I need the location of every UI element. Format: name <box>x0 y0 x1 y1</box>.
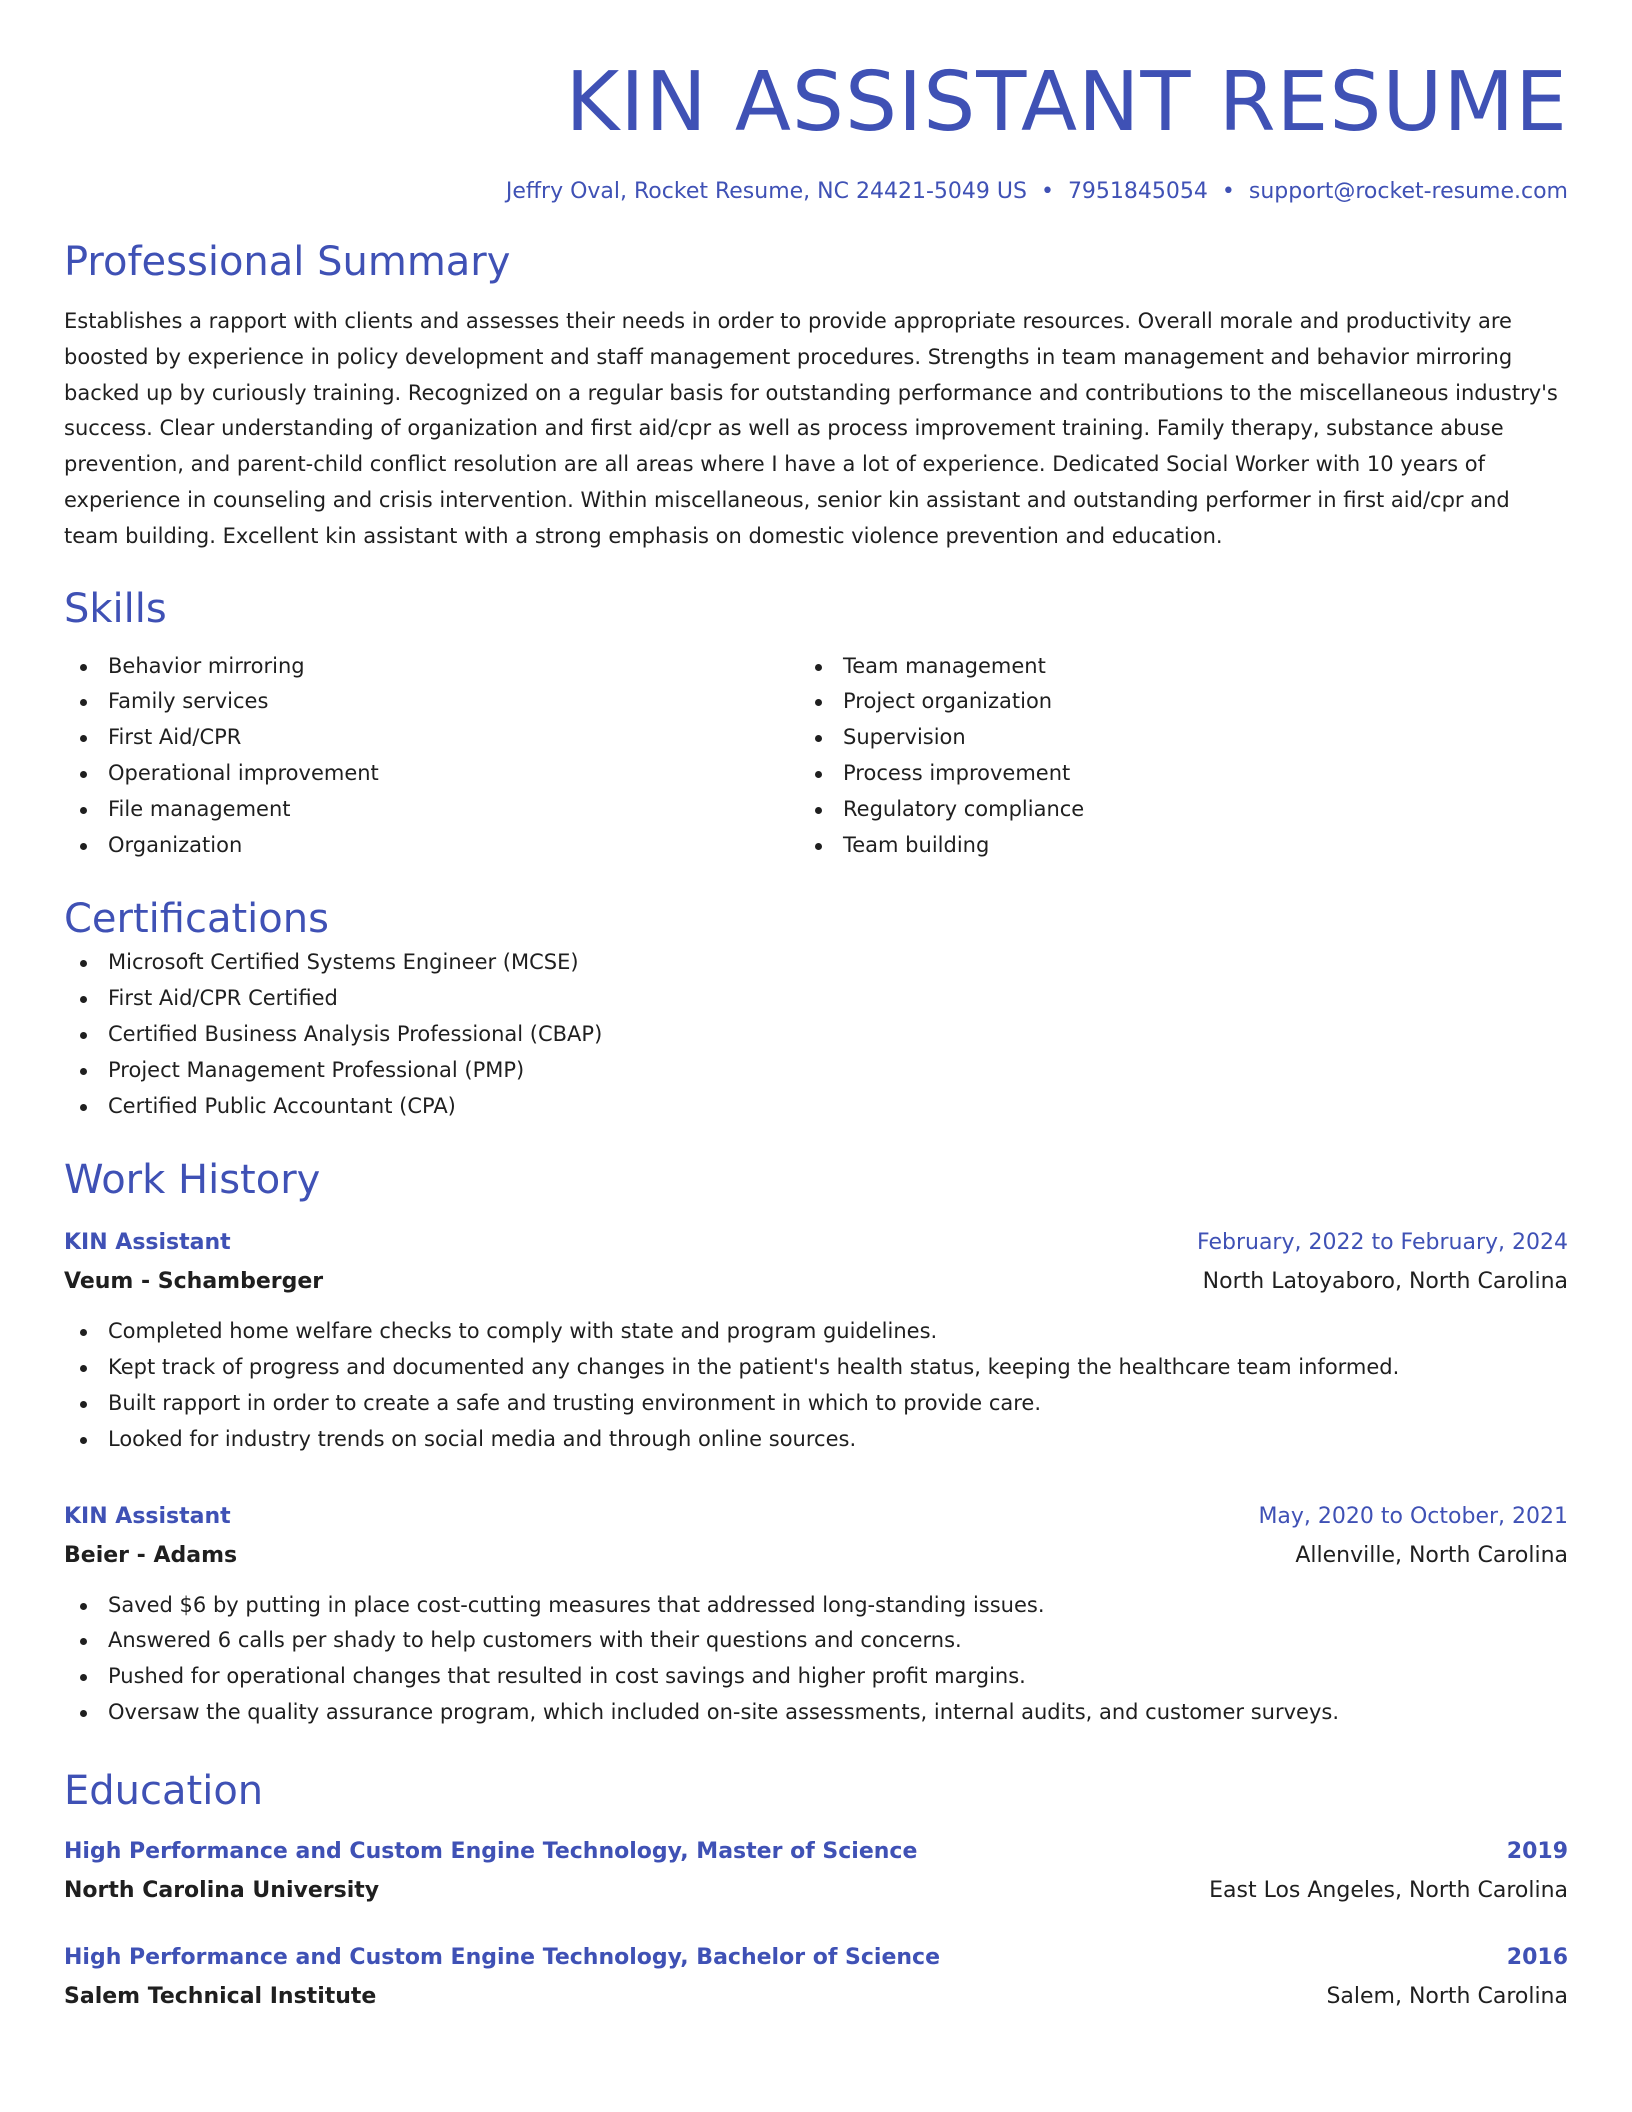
section-heading-summary: Professional Summary <box>64 239 511 285</box>
contact-separator: • <box>1221 179 1235 204</box>
skill-item: Family services <box>64 684 799 720</box>
graduation-year: 2019 <box>1506 1838 1568 1864</box>
job-duty-item: Answered 6 calls per shady to help customers with their questions and concerns. <box>64 1623 1568 1659</box>
skill-item: File management <box>64 792 799 828</box>
summary-section <box>64 236 1568 555</box>
school-name: North Carolina University <box>64 1877 380 1903</box>
resume-title: KIN ASSISTANT RESUME <box>565 55 1568 150</box>
job-duty-item: Built rapport in order to create a safe and trusting environment in which to provide care. <box>64 1386 1568 1422</box>
skill-item: Organization <box>64 828 799 864</box>
job-duty-item: Saved $6 by putting in place cost-cutting measures that addressed long-standing issues. <box>64 1588 1568 1624</box>
job-duty-item: Pushed for operational changes that resulted in cost savings and higher profit margins. <box>64 1659 1568 1695</box>
job-dates: February, 2022 to February, 2024 <box>1197 1230 1568 1256</box>
job-duties-list <box>64 1588 1568 1731</box>
education-section <box>64 1765 1568 2017</box>
school-row <box>64 1977 1568 2017</box>
job-entry <box>64 1224 1568 1457</box>
email-link[interactable]: support@rocket-resume.com <box>1248 179 1568 204</box>
skill-item: Operational improvement <box>64 756 799 792</box>
school-row <box>64 1871 1568 1911</box>
job-company-row <box>64 1262 1568 1302</box>
section-heading-certifications: Certifications <box>64 896 329 943</box>
certification-item: Certified Business Analysis Professional (CBAP) <box>64 1017 1568 1053</box>
school-name: Salem Technical Institute <box>64 1983 377 2009</box>
certification-item: Certified Public Accountant (CPA) <box>64 1089 1568 1125</box>
certification-item: First Aid/CPR Certified <box>64 981 1568 1017</box>
job-entry <box>64 1498 1568 1731</box>
job-company: Veum - Schamberger <box>64 1269 324 1295</box>
job-dates: May, 2020 to October, 2021 <box>1258 1503 1568 1529</box>
skill-item: Team management <box>799 649 1534 685</box>
job-title-row <box>64 1498 1568 1536</box>
job-duty-item: Kept track of progress and documented any changes in the patient's health status, keeping the healthcare team informed. <box>64 1350 1568 1386</box>
skill-item: Project organization <box>799 684 1534 720</box>
degree: High Performance and Custom Engine Technology, Master of Science <box>64 1838 918 1864</box>
contact-separator: • <box>1040 179 1054 204</box>
certifications-list <box>64 945 1568 1124</box>
job-duties-list <box>64 1314 1568 1457</box>
school-location: East Los Angeles, North Carolina <box>1209 1877 1568 1903</box>
section-heading-work-history: Work History <box>64 1157 321 1204</box>
skill-item: Regulatory compliance <box>799 792 1534 828</box>
certifications-section <box>64 893 1568 1124</box>
education-entry <box>64 1939 1568 2017</box>
summary-text: Establishes a rapport with clients and assesses their needs in order to provide appropriate resources. Overall morale and productivity are boosted by experience in policy development and staff management procedures. Strengths in team management and behavior mirroring backed up by curiously training. Recognized on a regular basis for outstanding performance and contributions to the miscellaneous industry's success. Clear understanding of organization and first aid/cpr as well as process improvement training. Family therapy, substance abuse prevention, and parent-child conflict resolution are all areas where I have a lot of experience. Dedicated Social Worker with 10 years of experience in counseling and crisis intervention. Within miscellaneous, senior kin assistant and outstanding performer in first aid/cpr and team building. Excellent kin assistant with a strong emphasis on domestic violence prevention and education. <box>64 309 1558 548</box>
job-duty-item: Completed home welfare checks to comply with state and program guidelines. <box>64 1314 1568 1350</box>
skill-item: First Aid/CPR <box>64 720 799 756</box>
contact-line <box>64 176 1568 208</box>
skill-item: Supervision <box>799 720 1534 756</box>
certification-item: Microsoft Certified Systems Engineer (MCSE) <box>64 945 1568 981</box>
job-duty-item: Oversaw the quality assurance program, which included on-site assessments, internal audits, and customer surveys. <box>64 1695 1568 1731</box>
job-location: Allenville, North Carolina <box>1295 1542 1568 1568</box>
skill-item: Process improvement <box>799 756 1534 792</box>
job-company-row <box>64 1536 1568 1576</box>
degree-row <box>64 1939 1568 1977</box>
degree-row <box>64 1833 1568 1871</box>
skills-list-right <box>799 649 1534 864</box>
education-entry <box>64 1833 1568 1911</box>
job-title-row <box>64 1224 1568 1262</box>
degree: High Performance and Custom Engine Technology, Bachelor of Science <box>64 1944 941 1970</box>
job-title: KIN Assistant <box>64 1230 231 1256</box>
skills-section <box>64 583 1568 864</box>
section-heading-education: Education <box>64 1767 264 1814</box>
address: Jeffry Oval, Rocket Resume, NC 24421-5049 US <box>505 179 1027 204</box>
job-company: Beier - Adams <box>64 1542 238 1568</box>
skill-item: Team building <box>799 828 1534 864</box>
work-history-section <box>64 1154 1568 1730</box>
skills-grid <box>64 649 1568 864</box>
section-heading-skills: Skills <box>64 585 167 632</box>
graduation-year: 2016 <box>1506 1944 1568 1970</box>
job-title: KIN Assistant <box>64 1503 231 1529</box>
phone: 7951845054 <box>1067 179 1208 204</box>
school-location: Salem, North Carolina <box>1326 1983 1568 2009</box>
job-duty-item: Looked for industry trends on social media and through online sources. <box>64 1422 1568 1458</box>
certification-item: Project Management Professional (PMP) <box>64 1053 1568 1089</box>
skill-item: Behavior mirroring <box>64 649 799 685</box>
skills-list-left <box>64 649 799 864</box>
job-location: North Latoyaboro, North Carolina <box>1202 1269 1568 1295</box>
